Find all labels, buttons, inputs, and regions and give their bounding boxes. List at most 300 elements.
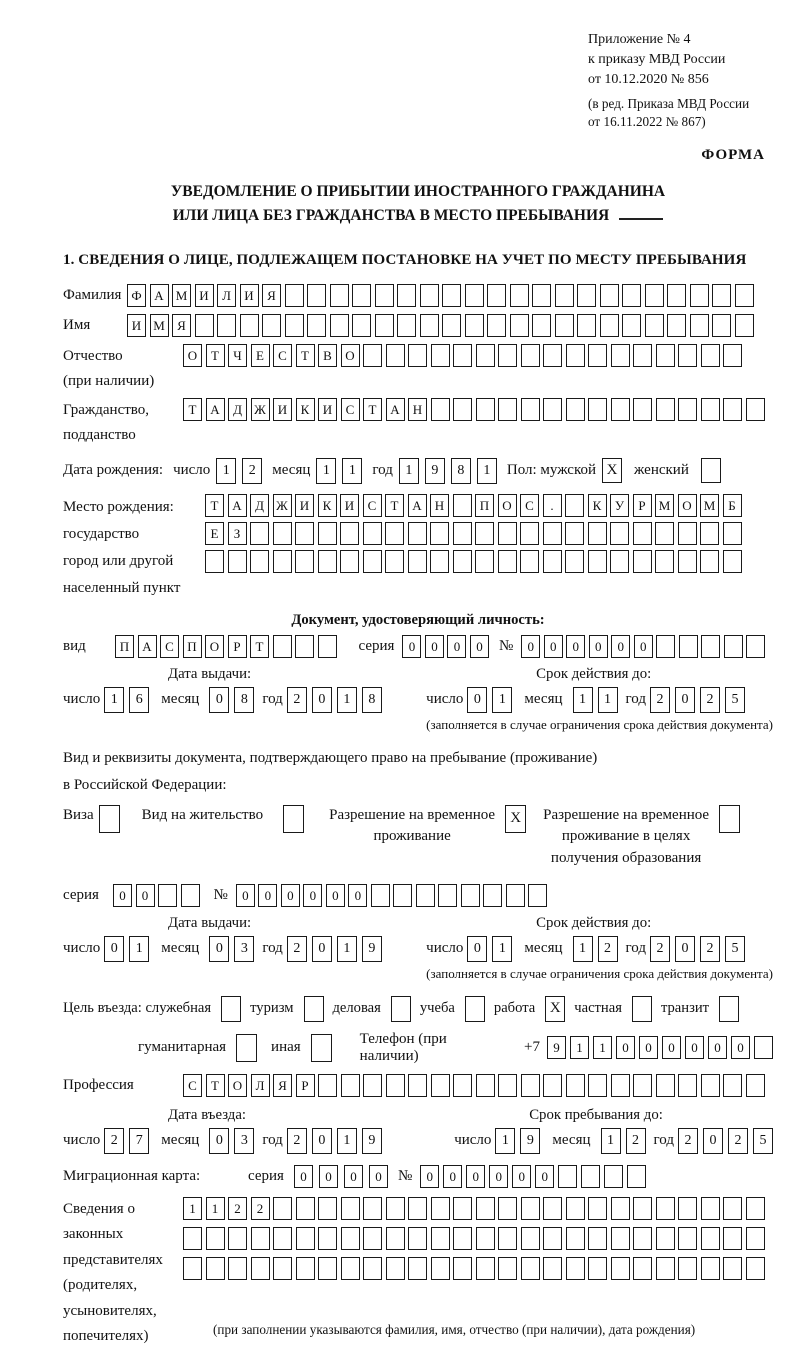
char-cell[interactable]: 0: [236, 884, 255, 907]
char-cell[interactable]: [393, 884, 412, 907]
char-cell[interactable]: [330, 314, 349, 337]
birth-place-row2[interactable]: [205, 522, 742, 545]
char-cell[interactable]: М: [172, 284, 191, 307]
char-cell[interactable]: [678, 1197, 697, 1220]
char-cell[interactable]: [453, 1074, 472, 1097]
char-cell[interactable]: [521, 1227, 540, 1250]
char-cell[interactable]: 0: [639, 1036, 658, 1059]
char-cell[interactable]: 0: [326, 884, 345, 907]
char-cell[interactable]: 5: [725, 687, 745, 713]
edu-permit-checkbox[interactable]: [719, 805, 740, 833]
char-cell[interactable]: 0: [312, 936, 332, 962]
purpose-study-checkbox[interactable]: [465, 996, 485, 1022]
purpose-official-checkbox[interactable]: [221, 996, 241, 1022]
char-cell[interactable]: И: [318, 398, 337, 421]
birth-place-row3[interactable]: [205, 550, 742, 573]
char-cell[interactable]: [746, 1227, 765, 1250]
char-cell[interactable]: [397, 314, 416, 337]
char-cell[interactable]: [228, 1257, 247, 1280]
char-cell[interactable]: 1: [104, 687, 124, 713]
char-cell[interactable]: [475, 550, 494, 573]
char-cell[interactable]: М: [700, 494, 719, 517]
char-cell[interactable]: 0: [589, 635, 608, 658]
permit-issue-year-cells[interactable]: [287, 936, 382, 962]
permit-issue-month-cells[interactable]: [209, 936, 254, 962]
char-cell[interactable]: [723, 1074, 742, 1097]
char-cell[interactable]: [622, 314, 641, 337]
char-cell[interactable]: [656, 1227, 675, 1250]
char-cell[interactable]: 2: [104, 1128, 124, 1154]
char-cell[interactable]: [510, 314, 529, 337]
char-cell[interactable]: Л: [251, 1074, 270, 1097]
char-cell[interactable]: 1: [573, 936, 593, 962]
permit-series-cells[interactable]: [113, 884, 200, 907]
char-cell[interactable]: [543, 344, 562, 367]
char-cell[interactable]: [510, 284, 529, 307]
char-cell[interactable]: [352, 314, 371, 337]
char-cell[interactable]: 0: [281, 884, 300, 907]
char-cell[interactable]: [431, 1257, 450, 1280]
char-cell[interactable]: Т: [205, 494, 224, 517]
temp-permit-checkbox[interactable]: X: [505, 805, 526, 833]
stay-day-cells[interactable]: [495, 1128, 540, 1154]
char-cell[interactable]: 0: [467, 936, 487, 962]
entry-month-cells[interactable]: [209, 1128, 254, 1154]
char-cell[interactable]: И: [340, 494, 359, 517]
char-cell[interactable]: [521, 1197, 540, 1220]
char-cell[interactable]: У: [610, 494, 629, 517]
char-cell[interactable]: [600, 314, 619, 337]
char-cell[interactable]: З: [228, 522, 247, 545]
char-cell[interactable]: М: [655, 494, 674, 517]
char-cell[interactable]: 0: [489, 1165, 508, 1188]
char-cell[interactable]: 0: [420, 1165, 439, 1188]
char-cell[interactable]: 1: [129, 936, 149, 962]
char-cell[interactable]: [475, 522, 494, 545]
char-cell[interactable]: [273, 550, 292, 573]
char-cell[interactable]: [633, 550, 652, 573]
char-cell[interactable]: [431, 398, 450, 421]
char-cell[interactable]: [679, 635, 698, 658]
char-cell[interactable]: [633, 522, 652, 545]
char-cell[interactable]: 0: [685, 1036, 704, 1059]
char-cell[interactable]: 0: [662, 1036, 681, 1059]
doc-expiry-year-cells[interactable]: [650, 687, 745, 713]
char-cell[interactable]: М: [150, 314, 169, 337]
char-cell[interactable]: [295, 522, 314, 545]
char-cell[interactable]: 0: [731, 1036, 750, 1059]
stay-year-cells[interactable]: [678, 1128, 773, 1154]
char-cell[interactable]: О: [341, 344, 360, 367]
char-cell[interactable]: [678, 1257, 697, 1280]
profession-cells[interactable]: [183, 1074, 765, 1097]
char-cell[interactable]: 0: [616, 1036, 635, 1059]
char-cell[interactable]: [656, 1197, 675, 1220]
char-cell[interactable]: [453, 398, 472, 421]
char-cell[interactable]: [363, 550, 382, 573]
char-cell[interactable]: И: [295, 494, 314, 517]
char-cell[interactable]: 2: [650, 687, 670, 713]
char-cell[interactable]: [318, 1074, 337, 1097]
char-cell[interactable]: [158, 884, 177, 907]
char-cell[interactable]: [262, 314, 281, 337]
char-cell[interactable]: [476, 344, 495, 367]
representatives-row3[interactable]: [183, 1257, 765, 1280]
char-cell[interactable]: [700, 550, 719, 573]
char-cell[interactable]: [701, 1197, 720, 1220]
char-cell[interactable]: 5: [725, 936, 745, 962]
char-cell[interactable]: 0: [634, 635, 653, 658]
char-cell[interactable]: 2: [650, 936, 670, 962]
char-cell[interactable]: [330, 284, 349, 307]
char-cell[interactable]: [645, 284, 664, 307]
char-cell[interactable]: [476, 1227, 495, 1250]
char-cell[interactable]: А: [206, 398, 225, 421]
char-cell[interactable]: [250, 550, 269, 573]
char-cell[interactable]: [318, 1197, 337, 1220]
char-cell[interactable]: [565, 494, 584, 517]
char-cell[interactable]: С: [341, 398, 360, 421]
char-cell[interactable]: [656, 398, 675, 421]
char-cell[interactable]: 0: [470, 635, 489, 658]
char-cell[interactable]: [555, 284, 574, 307]
char-cell[interactable]: [408, 1074, 427, 1097]
char-cell[interactable]: [363, 522, 382, 545]
char-cell[interactable]: [521, 344, 540, 367]
char-cell[interactable]: 1: [495, 1128, 515, 1154]
char-cell[interactable]: [483, 884, 502, 907]
char-cell[interactable]: [318, 1257, 337, 1280]
char-cell[interactable]: [385, 550, 404, 573]
char-cell[interactable]: [723, 1197, 742, 1220]
permit-issue-day-cells[interactable]: [104, 936, 149, 962]
representatives-row1[interactable]: [183, 1197, 765, 1220]
char-cell[interactable]: [307, 284, 326, 307]
char-cell[interactable]: [655, 550, 674, 573]
char-cell[interactable]: [521, 398, 540, 421]
char-cell[interactable]: [655, 522, 674, 545]
char-cell[interactable]: [700, 522, 719, 545]
char-cell[interactable]: [566, 1257, 585, 1280]
char-cell[interactable]: Р: [296, 1074, 315, 1097]
char-cell[interactable]: 8: [234, 687, 254, 713]
char-cell[interactable]: О: [205, 635, 224, 658]
char-cell[interactable]: [543, 1227, 562, 1250]
char-cell[interactable]: Р: [633, 494, 652, 517]
char-cell[interactable]: 1: [573, 687, 593, 713]
char-cell[interactable]: [555, 314, 574, 337]
char-cell[interactable]: 0: [348, 884, 367, 907]
char-cell[interactable]: 2: [728, 1128, 748, 1154]
char-cell[interactable]: 3: [234, 1128, 254, 1154]
char-cell[interactable]: [498, 1197, 517, 1220]
char-cell[interactable]: [521, 1257, 540, 1280]
char-cell[interactable]: [701, 398, 720, 421]
char-cell[interactable]: [498, 522, 517, 545]
char-cell[interactable]: [678, 1227, 697, 1250]
char-cell[interactable]: [588, 1197, 607, 1220]
char-cell[interactable]: [543, 398, 562, 421]
char-cell[interactable]: [566, 344, 585, 367]
char-cell[interactable]: [296, 1197, 315, 1220]
char-cell[interactable]: 1: [183, 1197, 202, 1220]
char-cell[interactable]: [285, 314, 304, 337]
char-cell[interactable]: 0: [703, 1128, 723, 1154]
char-cell[interactable]: К: [296, 398, 315, 421]
birth-year-cells[interactable]: [399, 458, 497, 484]
char-cell[interactable]: [588, 1074, 607, 1097]
char-cell[interactable]: [371, 884, 390, 907]
char-cell[interactable]: [498, 344, 517, 367]
birth-place-row1[interactable]: [205, 494, 742, 517]
char-cell[interactable]: [430, 522, 449, 545]
char-cell[interactable]: [386, 1227, 405, 1250]
char-cell[interactable]: Т: [183, 398, 202, 421]
char-cell[interactable]: [543, 522, 562, 545]
char-cell[interactable]: 6: [129, 687, 149, 713]
birth-day-cells[interactable]: [216, 458, 262, 484]
char-cell[interactable]: Т: [363, 398, 382, 421]
char-cell[interactable]: 0: [467, 687, 487, 713]
char-cell[interactable]: [363, 1074, 382, 1097]
sex-male-checkbox[interactable]: X: [602, 458, 622, 483]
char-cell[interactable]: [341, 1227, 360, 1250]
char-cell[interactable]: 0: [303, 884, 322, 907]
char-cell[interactable]: [340, 550, 359, 573]
char-cell[interactable]: [690, 284, 709, 307]
char-cell[interactable]: [465, 314, 484, 337]
char-cell[interactable]: [588, 398, 607, 421]
char-cell[interactable]: .: [543, 494, 562, 517]
char-cell[interactable]: [678, 550, 697, 573]
char-cell[interactable]: [461, 884, 480, 907]
char-cell[interactable]: 0: [675, 687, 695, 713]
char-cell[interactable]: [604, 1165, 623, 1188]
char-cell[interactable]: Я: [172, 314, 191, 337]
char-cell[interactable]: [712, 314, 731, 337]
char-cell[interactable]: [724, 635, 743, 658]
char-cell[interactable]: [181, 884, 200, 907]
char-cell[interactable]: [723, 522, 742, 545]
char-cell[interactable]: 0: [319, 1165, 338, 1188]
char-cell[interactable]: [183, 1227, 202, 1250]
char-cell[interactable]: [205, 550, 224, 573]
char-cell[interactable]: [723, 1227, 742, 1250]
char-cell[interactable]: Л: [217, 284, 236, 307]
char-cell[interactable]: [453, 494, 472, 517]
char-cell[interactable]: [408, 1257, 427, 1280]
char-cell[interactable]: [273, 1197, 292, 1220]
char-cell[interactable]: [678, 522, 697, 545]
char-cell[interactable]: 8: [362, 687, 382, 713]
char-cell[interactable]: 0: [104, 936, 124, 962]
char-cell[interactable]: [442, 314, 461, 337]
char-cell[interactable]: [566, 1227, 585, 1250]
char-cell[interactable]: [250, 522, 269, 545]
char-cell[interactable]: 1: [342, 458, 362, 484]
char-cell[interactable]: О: [498, 494, 517, 517]
char-cell[interactable]: [341, 1074, 360, 1097]
char-cell[interactable]: [506, 884, 525, 907]
char-cell[interactable]: [420, 314, 439, 337]
char-cell[interactable]: [656, 344, 675, 367]
char-cell[interactable]: [566, 1074, 585, 1097]
purpose-tourism-checkbox[interactable]: [304, 996, 324, 1022]
char-cell[interactable]: [581, 1165, 600, 1188]
char-cell[interactable]: [565, 550, 584, 573]
given-name-cells[interactable]: [127, 314, 754, 337]
char-cell[interactable]: [627, 1165, 646, 1188]
char-cell[interactable]: 1: [216, 458, 236, 484]
char-cell[interactable]: [442, 284, 461, 307]
char-cell[interactable]: [723, 1257, 742, 1280]
migration-series-cells[interactable]: [294, 1165, 388, 1188]
purpose-other-checkbox[interactable]: [311, 1034, 332, 1062]
char-cell[interactable]: 1: [337, 936, 357, 962]
char-cell[interactable]: [386, 1257, 405, 1280]
char-cell[interactable]: [240, 314, 259, 337]
char-cell[interactable]: [206, 1227, 225, 1250]
char-cell[interactable]: [408, 1227, 427, 1250]
char-cell[interactable]: 0: [369, 1165, 388, 1188]
char-cell[interactable]: Н: [430, 494, 449, 517]
char-cell[interactable]: 9: [425, 458, 445, 484]
char-cell[interactable]: Д: [228, 398, 247, 421]
char-cell[interactable]: 0: [136, 884, 155, 907]
char-cell[interactable]: 2: [251, 1197, 270, 1220]
char-cell[interactable]: [385, 522, 404, 545]
char-cell[interactable]: [341, 1197, 360, 1220]
char-cell[interactable]: [318, 550, 337, 573]
char-cell[interactable]: 0: [521, 635, 540, 658]
char-cell[interactable]: [295, 550, 314, 573]
char-cell[interactable]: [228, 550, 247, 573]
char-cell[interactable]: 0: [443, 1165, 462, 1188]
char-cell[interactable]: 0: [312, 1128, 332, 1154]
char-cell[interactable]: К: [588, 494, 607, 517]
char-cell[interactable]: [656, 1257, 675, 1280]
char-cell[interactable]: 1: [492, 936, 512, 962]
char-cell[interactable]: [408, 550, 427, 573]
char-cell[interactable]: 1: [337, 1128, 357, 1154]
char-cell[interactable]: Ч: [228, 344, 247, 367]
char-cell[interactable]: [498, 1257, 517, 1280]
char-cell[interactable]: 2: [242, 458, 262, 484]
char-cell[interactable]: [498, 398, 517, 421]
char-cell[interactable]: О: [228, 1074, 247, 1097]
char-cell[interactable]: А: [138, 635, 157, 658]
char-cell[interactable]: [438, 884, 457, 907]
char-cell[interactable]: Т: [206, 1074, 225, 1097]
purpose-humanitarian-checkbox[interactable]: [236, 1034, 257, 1062]
char-cell[interactable]: [712, 284, 731, 307]
sex-female-checkbox[interactable]: [701, 458, 721, 483]
char-cell[interactable]: [532, 284, 551, 307]
purpose-business-checkbox[interactable]: [391, 996, 411, 1022]
char-cell[interactable]: [701, 344, 720, 367]
char-cell[interactable]: [431, 1074, 450, 1097]
char-cell[interactable]: [667, 314, 686, 337]
char-cell[interactable]: [577, 284, 596, 307]
char-cell[interactable]: 0: [294, 1165, 313, 1188]
doc-number-cells[interactable]: [521, 635, 765, 658]
char-cell[interactable]: [195, 314, 214, 337]
char-cell[interactable]: 0: [466, 1165, 485, 1188]
char-cell[interactable]: 0: [312, 687, 332, 713]
char-cell[interactable]: [453, 1227, 472, 1250]
char-cell[interactable]: [453, 1257, 472, 1280]
char-cell[interactable]: [228, 1227, 247, 1250]
char-cell[interactable]: [633, 398, 652, 421]
char-cell[interactable]: О: [678, 494, 697, 517]
char-cell[interactable]: Е: [205, 522, 224, 545]
char-cell[interactable]: [420, 284, 439, 307]
char-cell[interactable]: 0: [566, 635, 585, 658]
char-cell[interactable]: [296, 1257, 315, 1280]
char-cell[interactable]: [588, 1227, 607, 1250]
citizenship-cells[interactable]: [183, 398, 765, 421]
char-cell[interactable]: 1: [477, 458, 497, 484]
char-cell[interactable]: 0: [113, 884, 132, 907]
char-cell[interactable]: [543, 550, 562, 573]
char-cell[interactable]: [543, 1197, 562, 1220]
char-cell[interactable]: [498, 1227, 517, 1250]
char-cell[interactable]: [453, 522, 472, 545]
entry-day-cells[interactable]: [104, 1128, 149, 1154]
char-cell[interactable]: [723, 550, 742, 573]
char-cell[interactable]: [375, 284, 394, 307]
char-cell[interactable]: И: [240, 284, 259, 307]
birth-month-cells[interactable]: [316, 458, 362, 484]
char-cell[interactable]: [565, 522, 584, 545]
char-cell[interactable]: [273, 522, 292, 545]
permit-expiry-month-cells[interactable]: [573, 936, 618, 962]
char-cell[interactable]: 2: [287, 1128, 307, 1154]
char-cell[interactable]: [746, 1197, 765, 1220]
char-cell[interactable]: [543, 1257, 562, 1280]
char-cell[interactable]: [588, 550, 607, 573]
char-cell[interactable]: [611, 398, 630, 421]
char-cell[interactable]: [588, 344, 607, 367]
char-cell[interactable]: 9: [520, 1128, 540, 1154]
doc-issue-day-cells[interactable]: [104, 687, 149, 713]
char-cell[interactable]: [307, 314, 326, 337]
char-cell[interactable]: 0: [708, 1036, 727, 1059]
char-cell[interactable]: [746, 635, 765, 658]
char-cell[interactable]: [476, 398, 495, 421]
char-cell[interactable]: [656, 635, 675, 658]
char-cell[interactable]: 2: [678, 1128, 698, 1154]
char-cell[interactable]: [678, 1074, 697, 1097]
char-cell[interactable]: С: [160, 635, 179, 658]
char-cell[interactable]: Т: [296, 344, 315, 367]
stay-month-cells[interactable]: [601, 1128, 646, 1154]
char-cell[interactable]: Ж: [273, 494, 292, 517]
visa-checkbox[interactable]: [99, 805, 120, 833]
char-cell[interactable]: 1: [337, 687, 357, 713]
char-cell[interactable]: 5: [753, 1128, 773, 1154]
char-cell[interactable]: [588, 522, 607, 545]
char-cell[interactable]: [622, 284, 641, 307]
doc-expiry-month-cells[interactable]: [573, 687, 618, 713]
char-cell[interactable]: [476, 1074, 495, 1097]
char-cell[interactable]: [566, 398, 585, 421]
char-cell[interactable]: [431, 1197, 450, 1220]
char-cell[interactable]: 8: [451, 458, 471, 484]
char-cell[interactable]: 1: [399, 458, 419, 484]
char-cell[interactable]: [633, 344, 652, 367]
permit-expiry-day-cells[interactable]: [467, 936, 512, 962]
